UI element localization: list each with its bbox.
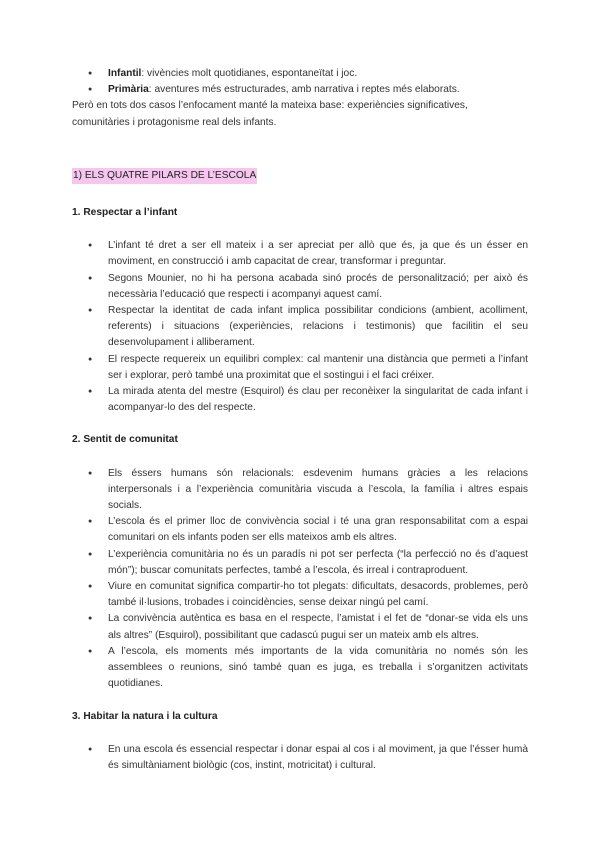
list-item: ● La mirada atenta del mestre (Esquirol) és clau per reconèixer la singularitat de cada infant i acompanyar-lo des del respecte. [108, 384, 528, 416]
list-item [108, 66, 528, 82]
pillar-bullet-list [72, 742, 528, 774]
list-item: ● L’infant té dret a ser ell mateix i a ser apreciat per allò que és, ja que és un ésser en moviment, en construcció i amb capacitat de crear, transformar i preguntar. [108, 238, 528, 270]
bullet-label: Infantil [108, 68, 142, 79]
pillar-bullet-list [72, 238, 528, 416]
bullet-text: : vivències molt quotidianes, espontaneïtat i joc. [141, 68, 358, 79]
list-item: ● El respecte requereix un equilibri complex: cal mantenir una distància que permeti a l’infant ser i explorar, però també una proximitat que el sostingui i el faci créixer. [108, 352, 528, 384]
intro-paragraph: Però en tots dos casos l’enfocament manté la mateixa base: experiències significatives, comunitàries i protagonisme real dels infants. [72, 100, 468, 128]
section-heading: 1) ELS QUATRE PILARS DE L’ESCOLA [72, 168, 257, 184]
pillar-title: 1. Respectar a l’infant [72, 207, 178, 219]
pillar-title: 3. Habitar la natura i la cultura [72, 710, 218, 722]
list-item: ● Respectar la identitat de cada infant implica possibilitar condicions (ambient, acolliment, referents) i situacions (experiències, relacions i testimonis) que facilitin el seu desenvolupament i alliberament. [108, 303, 528, 352]
list-item: ● L’experiència comunitària no és un paradís ni pot ser perfecta (“la perfecció no és d’aquest món”); buscar comunitats perfectes, també a l’escola, és irreal i contraproduent. [108, 547, 528, 579]
pillar-title: 2. Sentit de comunitat [72, 434, 178, 446]
list-item [108, 82, 528, 98]
section-heading-wrapper [72, 131, 528, 184]
intro-bullet-list [72, 66, 528, 98]
list-item: ● A l’escola, els moments més importants de la vida comunitària no només són les assemblees o reunions, sinó també quan es juga, es treballa i s’organitzen activitats quotidianes. [108, 644, 528, 693]
bullet-text: : aventures més estructurades, amb narrativa i reptes més elaborats. [148, 84, 460, 96]
list-item: ● Segons Mounier, no hi ha persona acabada sinó procés de personalització; per això és necessària l’educació que respecti i acompanyi aquest camí. [108, 271, 528, 303]
pillar-bullet-list [72, 466, 528, 693]
list-item: ● Els éssers humans són relacionals: esdevenim humans gràcies a les relacions interpersonals i a l’experiència comunitària viscuda a l’escola, la família i altres espais socials. [108, 466, 528, 515]
list-item: ● L’escola és el primer lloc de convivència social i té una gran responsabilitat com a espai comunitari on els infants poden ser ells mateixos amb els altres. [108, 514, 528, 546]
list-item: ● En una escola és essencial respectar i donar espai al cos i al moviment, ja que l’ésser humà és simultàniament biològic (cos, instint, motricitat) i cultural. [108, 742, 528, 774]
bullet-label: Primària [108, 84, 149, 96]
list-item: ● La convivència autèntica es basa en el respecte, l’amistat i el fet de “donar-se vida els uns als altres” (Esquirol), possibilitant que cadascú pugui ser un mateix amb els altres. [108, 611, 528, 643]
list-item: ● Viure en comunitat significa compartir-ho tot plegats: dificultats, desacords, problemes, però també il·lusions, trobades i coincidències, sense deixar ningú pel camí. [108, 579, 528, 611]
